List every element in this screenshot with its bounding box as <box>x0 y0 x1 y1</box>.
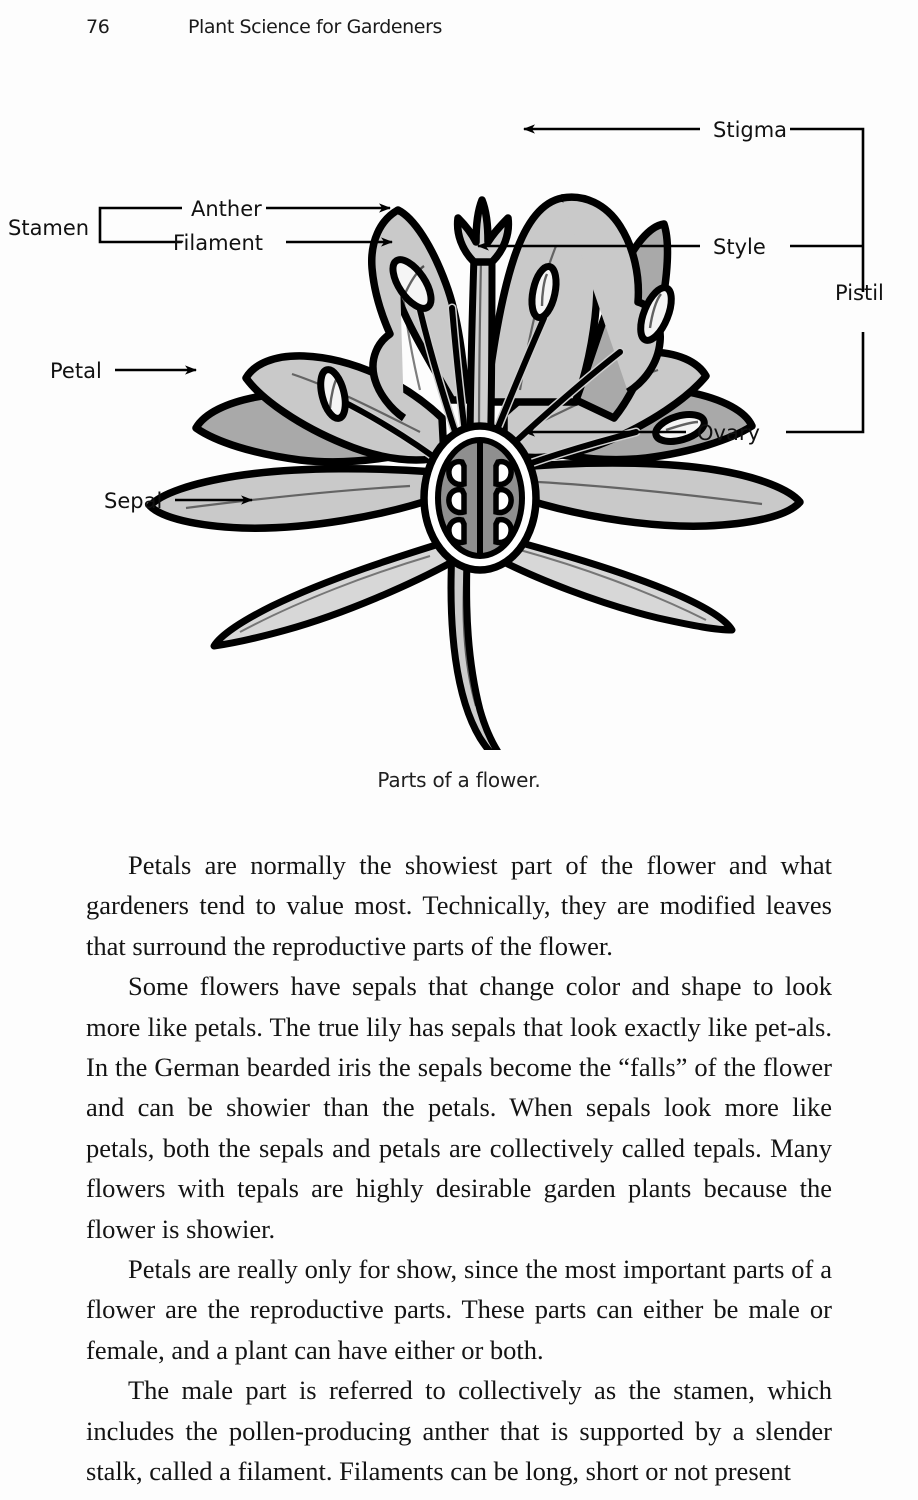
label-petal: Petal <box>50 359 102 383</box>
label-filament: Filament <box>173 231 264 255</box>
sepal-left <box>214 540 452 646</box>
running-head <box>0 8 918 48</box>
label-anther: Anther <box>191 197 262 221</box>
label-style: Style <box>713 235 766 259</box>
paragraph-2: Some flowers have sepals that change color and shape to look more like petals. The true lily has sepals that look exactly like pet-als. In the German bearded iris the sepals become the “falls” of the flower and can be showier than the petals. When sepals look more like petals, both the sepals and petals are collectively called tepals. Many flowers with tepals are highly desirable garden plants because the flower is showier. <box>86 971 832 1244</box>
book-title: Plant Science for Gardeners <box>188 16 443 38</box>
stamen-bracket <box>100 208 182 242</box>
paragraph-4: The male part is referred to collectively as the stamen, which includes the pollen-producing anther that is supported by a slender stalk, called a filament. Filaments can be long, short or not present <box>86 1375 832 1487</box>
pistil-bracket-lower <box>786 332 863 432</box>
flower-illustration <box>150 197 800 750</box>
pistil-bracket-upper <box>790 129 863 292</box>
page-number: 76 <box>86 16 110 38</box>
label-sepal: Sepal <box>104 489 163 513</box>
body-text <box>86 845 832 1492</box>
paragraph-1: Petals are normally the showiest part of the flower and what gardeners tend to value most. Technically, they are modified leaves that surround the reproductive parts of the flower. <box>86 850 832 961</box>
figure-caption: Parts of a flower. <box>377 768 541 792</box>
label-stamen: Stamen <box>8 216 90 240</box>
label-stigma: Stigma <box>713 118 788 142</box>
label-pistil: Pistil <box>835 281 884 305</box>
ovary <box>424 426 536 570</box>
stigma <box>458 200 509 262</box>
petal-left-outer <box>150 469 436 528</box>
label-ovary: Ovary <box>697 421 760 445</box>
paragraph-3: Petals are really only for show, since the most important parts of a flower are the reproductive parts. These parts can either be male or female, and a plant can have either or both. <box>86 1254 832 1365</box>
flower-diagram <box>0 70 918 750</box>
petal-right-outer <box>510 463 800 526</box>
